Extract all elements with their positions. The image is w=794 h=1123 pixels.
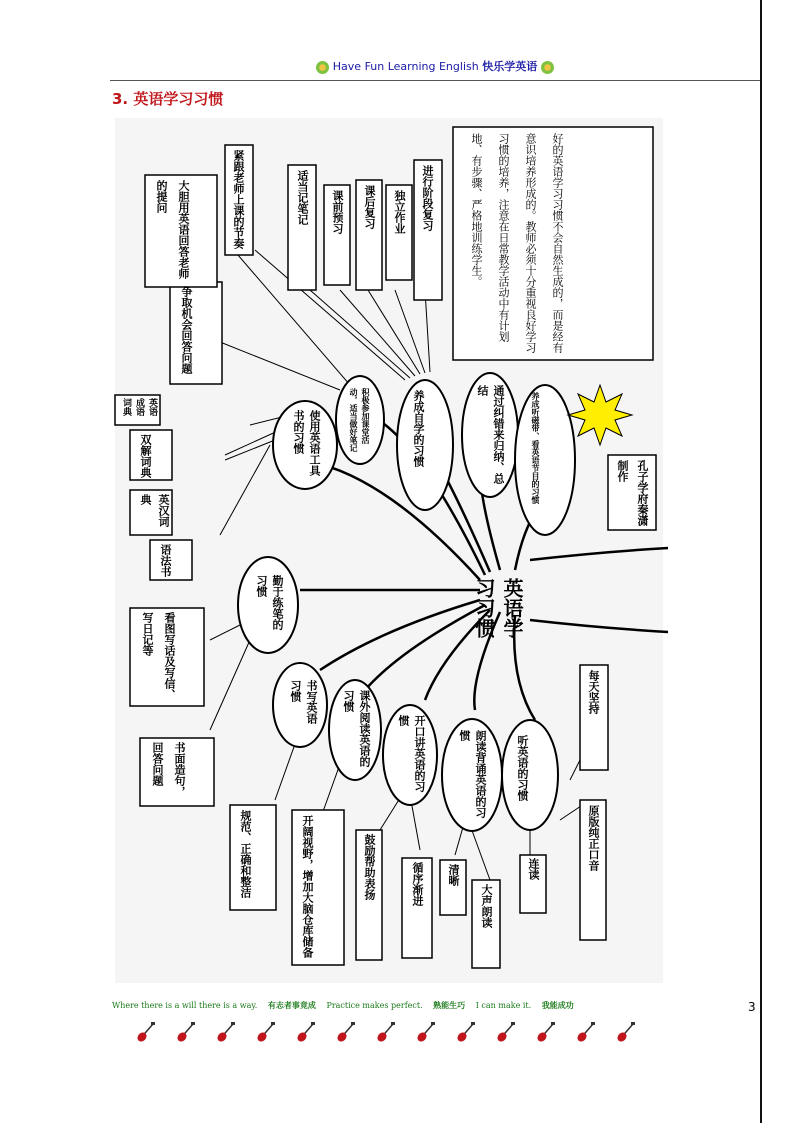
guitar-icon (216, 1022, 235, 1043)
footer-motto: 有志者事竟成 (267, 1000, 316, 1010)
branch-self-study: 养成自学的习惯 (412, 390, 425, 467)
star-burst-icon (568, 385, 632, 445)
trunk-label: 英语学习习惯 (472, 578, 524, 638)
leaf-encourage: 鼓励帮助表扬 (363, 834, 376, 900)
footer-motto: Practice makes perfect. (326, 1001, 423, 1010)
footer-motto: 熟能生巧 (433, 1000, 466, 1010)
leaf-bilingual-dictionary: 双解词典 (139, 434, 152, 478)
leaf-sentence-making: 书面造句，回答问题 (151, 742, 186, 797)
header-text-en: Have Fun Learning English (332, 60, 479, 73)
leaf-read-aloud: 大声朗读 (480, 884, 493, 928)
branch-extracurricular-reading: 课外阅读英语的习惯 (342, 690, 371, 767)
trunk-line (530, 620, 668, 632)
branch-writing-practice: 勤于练笔的习惯 (255, 575, 284, 630)
guitar-icon (576, 1022, 595, 1043)
branch-english-handwriting: 书写英语习惯 (289, 680, 318, 724)
leaf-neat-writing: 规范、正确和整洁 (239, 810, 252, 898)
intro-note: 好的英语学习习惯不会自然生成的，而是经有意识培养形成的。教师必须十分重视良好学习习惯的培养，注意在日常教学活动中有计划地、有步骤、严格地训练学生。 (470, 133, 564, 353)
guitar-icon (336, 1022, 355, 1043)
trunk-line (530, 548, 668, 560)
footer-guitar-row (135, 1020, 635, 1044)
footer-motto: Where there is a will there is a way. (112, 1001, 258, 1010)
guitar-icon (136, 1022, 155, 1043)
footer-motto: 我能成功 (541, 1000, 574, 1010)
leaf-seize-chances: 争取机会回答问题 (180, 286, 193, 374)
leaf-broaden-vision: 开阔视野，增加大脑仓库储备 (301, 815, 314, 958)
guitar-icon (376, 1022, 395, 1043)
leaf-linking: 连读 (527, 858, 540, 880)
leaf-preview: 课前预习 (331, 190, 344, 234)
leaf-follow-teacher: 紧跟老师上课的节奏 (232, 150, 245, 249)
leaf-daily-practice: 每天坚持 (587, 670, 600, 714)
header-text-cn: 快乐学英语 (482, 60, 538, 73)
guitar-icon (496, 1022, 515, 1043)
guitar-icon (176, 1022, 195, 1043)
guitar-icon (536, 1022, 555, 1043)
branch-class-participation: 积极参加课堂活动，适当做好笔记 (349, 388, 371, 452)
branch-reading-aloud-reciting: 朗读背诵英语的习惯 (458, 730, 487, 818)
guitar-icon (296, 1022, 315, 1043)
leaf-clear: 清晰 (447, 864, 460, 886)
leaf-review: 课后复习 (363, 185, 376, 229)
branch-listening-english: 听英语的习惯 (516, 735, 529, 801)
section-title: 3. 英语学习习惯 (112, 90, 224, 108)
leaf-grammar-book: 语法书 (159, 544, 172, 577)
page-number: 3 (748, 1000, 756, 1014)
leaf-step-by-step: 循序渐进 (411, 862, 424, 906)
leaf-stage-review: 进行阶段复习 (421, 165, 434, 231)
leaf-answer-boldly: 大胆用英语回答老师的提问 (155, 180, 190, 279)
leaf-original-accent: 原版纯正口音 (587, 805, 600, 871)
branch-error-correction: 通过纠错来归纳、总结 (476, 385, 505, 484)
leaf-en-cn-dictionary: 英汉词典 (139, 494, 170, 527)
branch-reference-books: 使用英语工具书的习惯 (292, 410, 321, 476)
credit-label: 孔子学府秦潇制作 (616, 460, 649, 526)
leaf-take-notes: 适当记笔记 (296, 170, 309, 225)
branch-speaking-english: 开口讲英语的习惯 (397, 715, 426, 792)
footer-mottos (112, 1000, 582, 1011)
footer-motto: I can make it. (475, 1001, 532, 1010)
branch-tapes-programs: 养成听磁带、看英语节目的习惯 (531, 392, 541, 504)
guitar-icon (416, 1022, 435, 1043)
guitar-icon (616, 1022, 635, 1043)
leaf-idiom-dictionary: 英语成语词典 (121, 398, 157, 416)
leaf-independent-homework: 独立作业 (393, 190, 406, 234)
guitar-icon (456, 1022, 475, 1043)
leaf-picture-writing: 看图写话及写信、写日记等 (141, 612, 176, 700)
guitar-icon (256, 1022, 275, 1043)
